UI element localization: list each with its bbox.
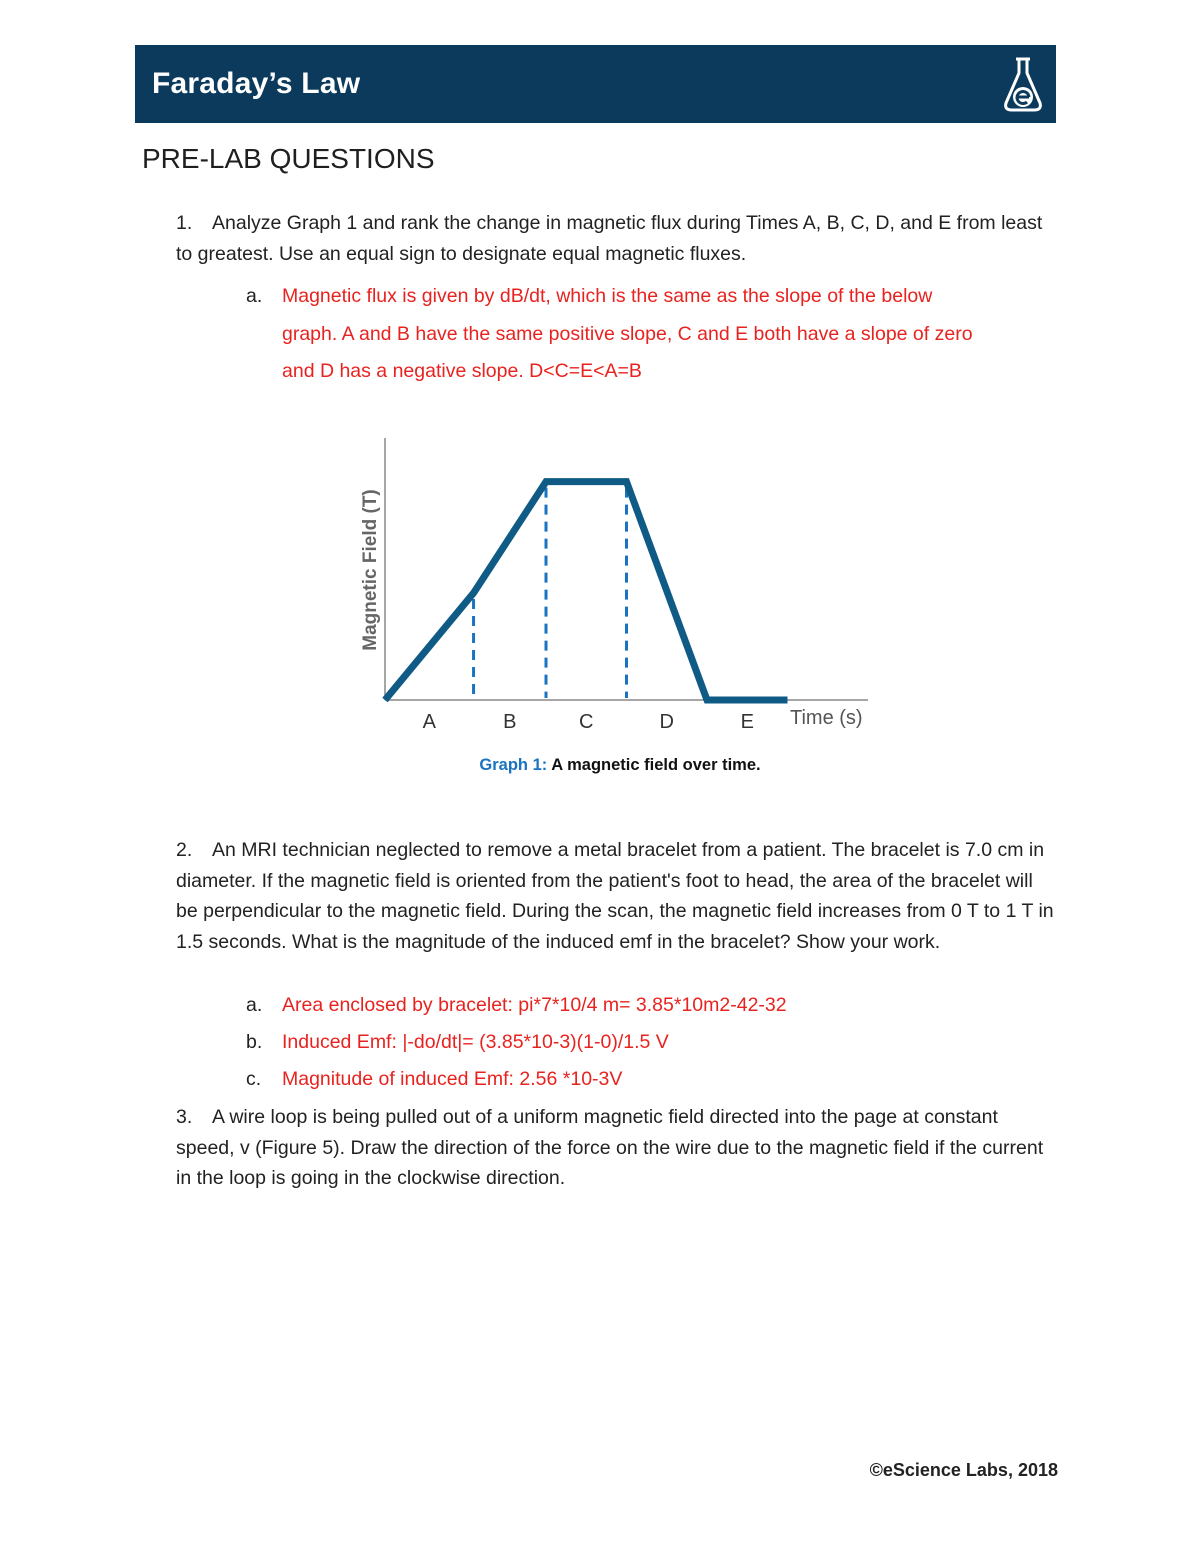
graph-caption-label: Graph 1: xyxy=(479,756,548,774)
question-2-answer-c: c. Magnitude of induced Emf: 2.56 *10-3V xyxy=(246,1068,623,1090)
graph-caption-text: A magnetic field over time. xyxy=(547,756,761,774)
page-title: Faraday’s Law xyxy=(152,67,361,100)
footer-copyright: ©eScience Labs, 2018 xyxy=(869,1460,1058,1480)
question-3: 3. A wire loop is being pulled out of a uniform magnetic field directed into the page at constant speed, v (Figure 5). Draw the direction of the force on the wire due to the magnetic field if the current in the loop is going in the clockwise direction. xyxy=(176,1106,1044,1189)
interval-label-c: C xyxy=(579,711,594,733)
interval-label-d: D xyxy=(659,711,674,733)
flask-e-logo-icon xyxy=(1000,55,1046,115)
x-axis-label: Time (s) xyxy=(790,707,863,729)
magnetic-field-chart xyxy=(340,430,880,740)
question-2: 2. An MRI technician neglected to remove a metal bracelet from a patient. The bracelet is 7.0 cm in diameter. If the magnetic field is oriented from the patient's foot to head, the area of the bracelet will be perpendicular to the magnetic field. During the scan, the magnetic field increases from 0 T to 1 T in 1.5 seconds. What is the magnitude of the induced emf in the bracelet? Show your work. xyxy=(176,839,1054,953)
question-2-answer-a: a. Area enclosed by bracelet: pi*7*10/4 m= 3.85*10m2-42-32 xyxy=(246,994,787,1016)
interval-label-b: B xyxy=(503,711,517,733)
header-bar xyxy=(135,45,1056,123)
question-2-answer-b: b. Induced Emf: |-do/dt|= (3.85*10-3)(1-0)/1.5 V xyxy=(246,1031,669,1053)
answer-line: Magnetic flux is given by dB/dt, which is the same as the slope of the below xyxy=(282,285,933,307)
y-axis-label: Magnetic Field (T) xyxy=(360,489,381,651)
series-line-magnetic-field xyxy=(385,482,788,700)
question-1-answer-a: a. Magnetic flux is given by dB/dt, which is the same as the slope of the below graph. A and B have the same positive slope, C and E both have a slope of zero and D has a negative slope. D<C=E<A=B xyxy=(246,278,1056,391)
question-1-text: Analyze Graph 1 and rank the change in magnetic flux during Times A, B, C, D, and E from least to greatest. Use an equal sign to designate equal magnetic fluxes. xyxy=(176,212,1043,265)
section-title: PRE-LAB QUESTIONS xyxy=(142,143,435,174)
answer-line: graph. A and B have the same positive slope, C and E both have a slope of zero xyxy=(282,322,973,345)
question-1: 1. Analyze Graph 1 and rank the change in magnetic flux during Times A, B, C, D, and E from least to greatest. Use an equal sign to designate equal magnetic fluxes. xyxy=(176,212,1043,265)
interval-label-a: A xyxy=(422,711,436,733)
question-3-text: A wire loop is being pulled out of a uniform magnetic field directed into the page at constant speed, v (Figure 5). Draw the direction of the force on the wire due to the magnetic field if the current in the loop is going in the clockwise direction. xyxy=(176,1106,1044,1189)
question-2-text: An MRI technician neglected to remove a metal bracelet from a patient. The bracelet is 7.0 cm in diameter. If the magnetic field is oriented from the patient's foot to head, the area of the bracelet will be perpendicular to the magnetic field. During the scan, the magnetic field increases from 0 T to 1 T in 1.5 seconds. What is the magnitude of the induced emf in the bracelet? Show your work. xyxy=(176,839,1054,953)
graph-caption xyxy=(0,756,1200,775)
answer-line: and D has a negative slope. D<C=E<A=B xyxy=(282,360,642,382)
interval-label-e: E xyxy=(740,711,754,733)
